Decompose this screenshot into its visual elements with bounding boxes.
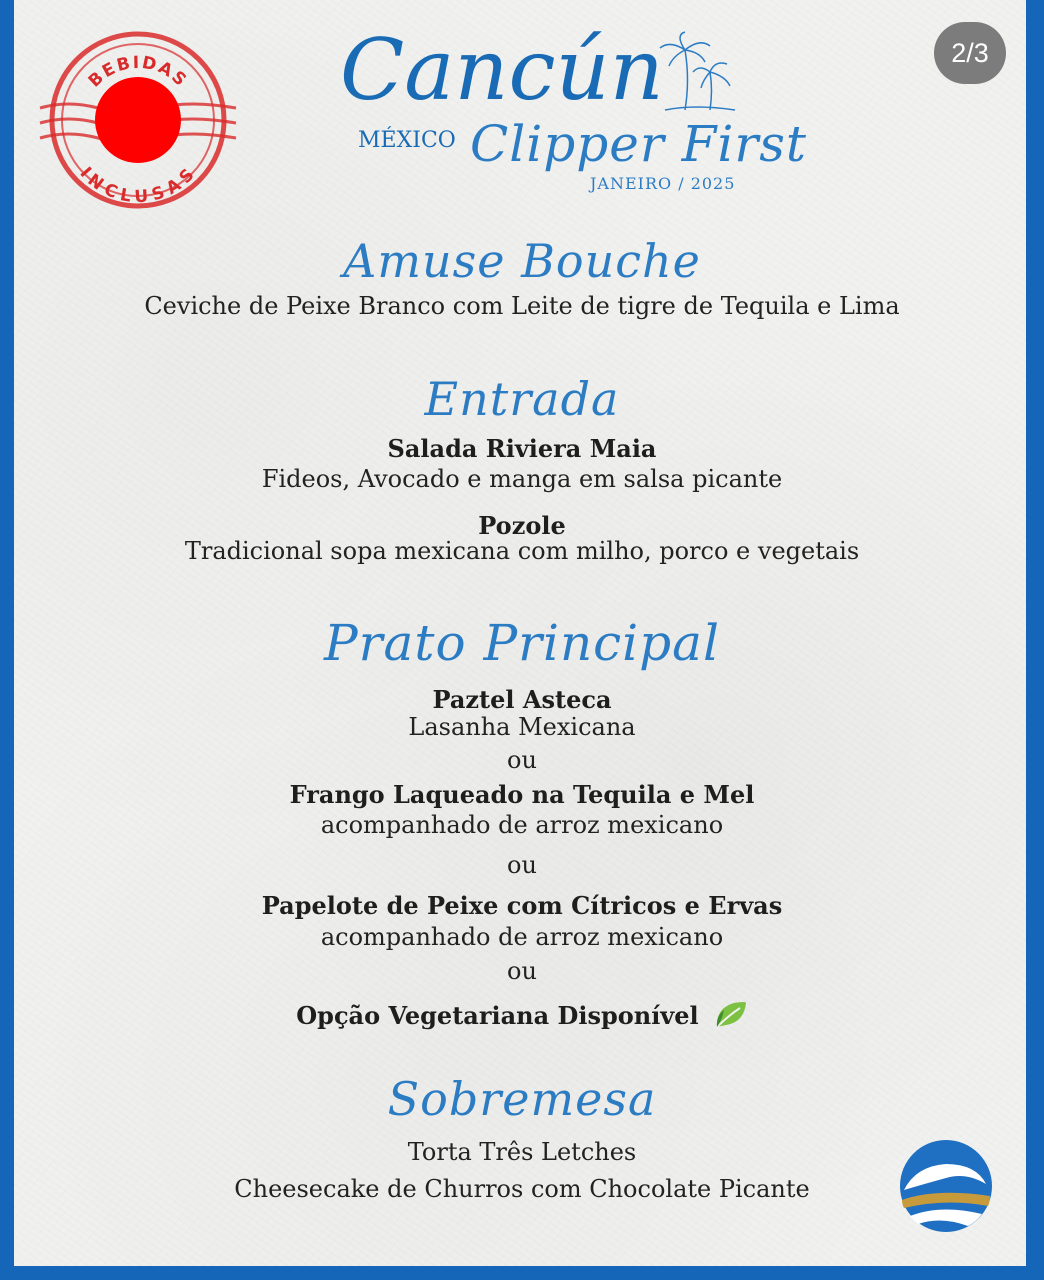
- entrada-item-name: Pozole: [478, 511, 566, 540]
- or-separator: ou: [507, 851, 537, 879]
- amuse-heading: Amuse Bouche: [343, 234, 701, 288]
- leaf-icon: [714, 1000, 748, 1030]
- svg-text:INCLUSAS: [76, 164, 200, 208]
- entrada-heading: Entrada: [424, 372, 620, 426]
- entrada-item-desc: Tradicional sopa mexicana com milho, porco e vegetais: [184, 537, 860, 565]
- principal-item-desc: acompanhado de arroz mexicano: [320, 811, 724, 839]
- title: Cancún: [340, 21, 664, 119]
- principal-item-desc: Lasanha Mexicana: [408, 713, 636, 741]
- subtitle: Clipper First: [470, 115, 807, 173]
- stamp-bottom-text: INCLUSAS: [75, 163, 200, 208]
- sobremesa-heading: Sobremesa: [387, 1072, 657, 1126]
- page-indicator-badge: 2/3: [934, 22, 1006, 84]
- principal-item-name: Papelote de Peixe com Cítricos e Ervas: [261, 891, 783, 920]
- entrada-item-desc: Fideos, Avocado e manga em salsa picante: [261, 465, 783, 493]
- or-separator: ou: [507, 746, 537, 774]
- veg-option-row: [0, 1000, 1044, 1030]
- sobremesa-item: Cheesecake de Churros com Chocolate Picante: [234, 1175, 810, 1203]
- veg-option-label: Opção Vegetariana Disponível: [296, 1001, 699, 1030]
- principal-heading: Prato Principal: [324, 614, 720, 672]
- stamp-top-text: BEBIDAS: [84, 52, 192, 92]
- bebidas-inclusas-stamp: [38, 28, 238, 213]
- entrada-item-name: Salada Riviera Maia: [387, 434, 657, 463]
- principal-item-name: Paztel Asteca: [432, 685, 612, 714]
- stamp-red-dot: [95, 77, 181, 163]
- amuse-item: Ceviche de Peixe Branco com Leite de tigre de Tequila e Lima: [144, 292, 900, 320]
- principal-item-desc: acompanhado de arroz mexicano: [320, 923, 724, 951]
- date-label: JANEIRO / 2025: [590, 174, 736, 193]
- sobremesa-item: Torta Três Letches: [407, 1138, 637, 1166]
- wave-logo-icon: [896, 1138, 996, 1234]
- country-label: MÉXICO: [358, 128, 456, 153]
- or-separator: ou: [507, 957, 537, 985]
- principal-item-name: Frango Laqueado na Tequila e Mel: [289, 780, 755, 809]
- palm-tree-icon: [655, 30, 740, 115]
